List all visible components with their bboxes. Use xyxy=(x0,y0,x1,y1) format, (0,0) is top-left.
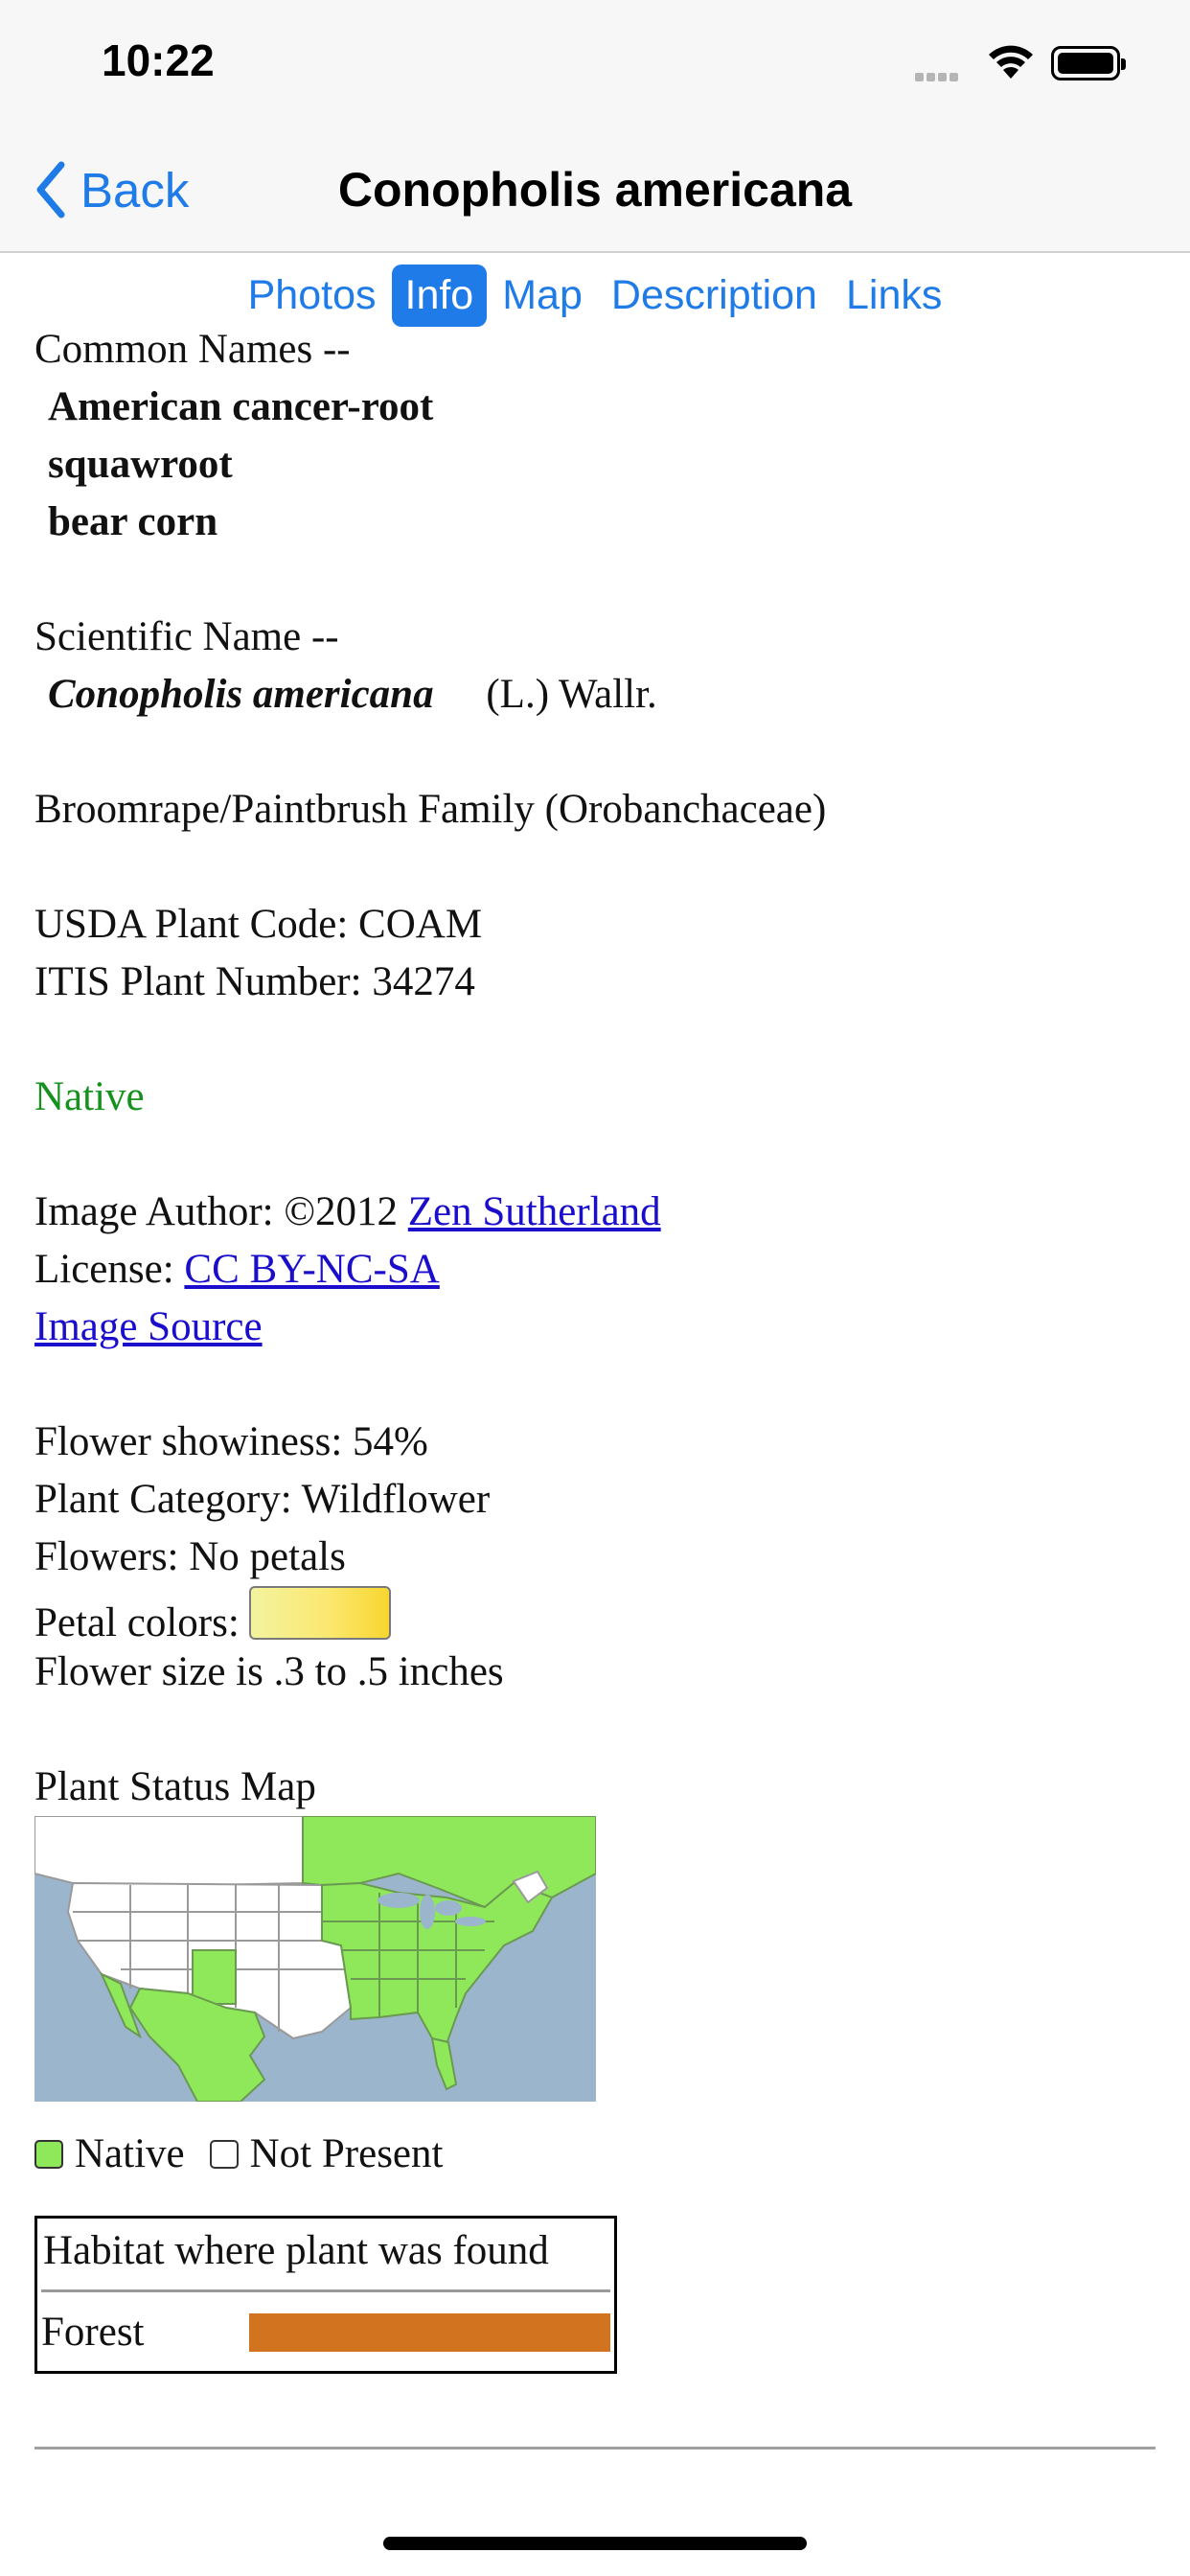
habitat-bar xyxy=(249,2313,610,2352)
tab-photos[interactable]: Photos xyxy=(247,271,377,318)
info-content xyxy=(34,321,1156,2374)
legend-native: Native xyxy=(75,2131,185,2176)
petal-colors-label: Petal colors: xyxy=(34,1600,240,1645)
not-present-swatch xyxy=(210,2140,239,2169)
usda-plant-code: USDA Plant Code: COAM xyxy=(34,902,483,947)
scientific-name-row xyxy=(34,666,1156,724)
image-source-link[interactable]: Image Source xyxy=(34,1304,263,1349)
status-map-label: Plant Status Map xyxy=(34,1764,316,1809)
habitat-header: Habitat where plant was found xyxy=(41,2224,610,2292)
plant-category: Plant Category: Wildflower xyxy=(34,1477,491,1522)
scientific-name: Conopholis americana xyxy=(48,672,434,717)
common-name: American cancer-root xyxy=(48,384,434,429)
scientific-name-label: Scientific Name -- xyxy=(34,614,339,659)
back-label: Back xyxy=(80,162,190,218)
status-bar xyxy=(0,0,1190,144)
page-title: Conopholis americana xyxy=(337,163,853,217)
cellular-signal-icon xyxy=(915,69,961,86)
plant-status-map xyxy=(34,1816,596,2102)
image-author-label: Image Author: ©2012 xyxy=(34,1189,399,1234)
common-name: squawroot xyxy=(48,442,233,487)
divider xyxy=(34,2447,1156,2450)
habitat-table xyxy=(34,2216,617,2374)
common-name: bear corn xyxy=(48,499,218,544)
common-names-label: Common Names -- xyxy=(34,327,351,372)
image-source-row xyxy=(34,1299,1156,1356)
license-label: License: xyxy=(34,1247,174,1292)
license-link[interactable]: CC BY-NC-SA xyxy=(184,1247,440,1292)
status-time: 10:22 xyxy=(102,35,215,85)
map-legend xyxy=(34,2122,1156,2187)
flowers-type: Flowers: No petals xyxy=(34,1534,346,1579)
wifi-icon xyxy=(985,42,1037,80)
tab-map[interactable]: Map xyxy=(502,271,583,318)
license-row xyxy=(34,1241,1156,1299)
image-author-link[interactable]: Zen Sutherland xyxy=(407,1189,661,1234)
native-status: Native xyxy=(34,1074,145,1119)
tab-links[interactable]: Links xyxy=(845,271,943,318)
native-swatch xyxy=(34,2140,63,2169)
home-indicator[interactable] xyxy=(383,2537,807,2550)
habitat-label: Forest xyxy=(41,2310,145,2355)
flower-showiness: Flower showiness: 54% xyxy=(34,1419,428,1464)
scientific-author: (L.) Wallr. xyxy=(486,672,657,717)
tab-description[interactable]: Description xyxy=(610,271,817,318)
habitat-row xyxy=(41,2302,610,2363)
family-name: Broomrape/Paintbrush Family (Orobanchaceae) xyxy=(34,787,827,832)
petal-color-swatch xyxy=(249,1586,391,1640)
legend-not-present: Not Present xyxy=(249,2131,444,2176)
battery-icon xyxy=(1051,46,1120,80)
itis-plant-number: ITIS Plant Number: 34274 xyxy=(34,959,475,1004)
flower-size: Flower size is .3 to .5 inches xyxy=(34,1649,504,1694)
navigation-bar xyxy=(0,144,1190,253)
image-author-row xyxy=(34,1184,1156,1241)
tab-info[interactable]: Info xyxy=(392,264,488,327)
